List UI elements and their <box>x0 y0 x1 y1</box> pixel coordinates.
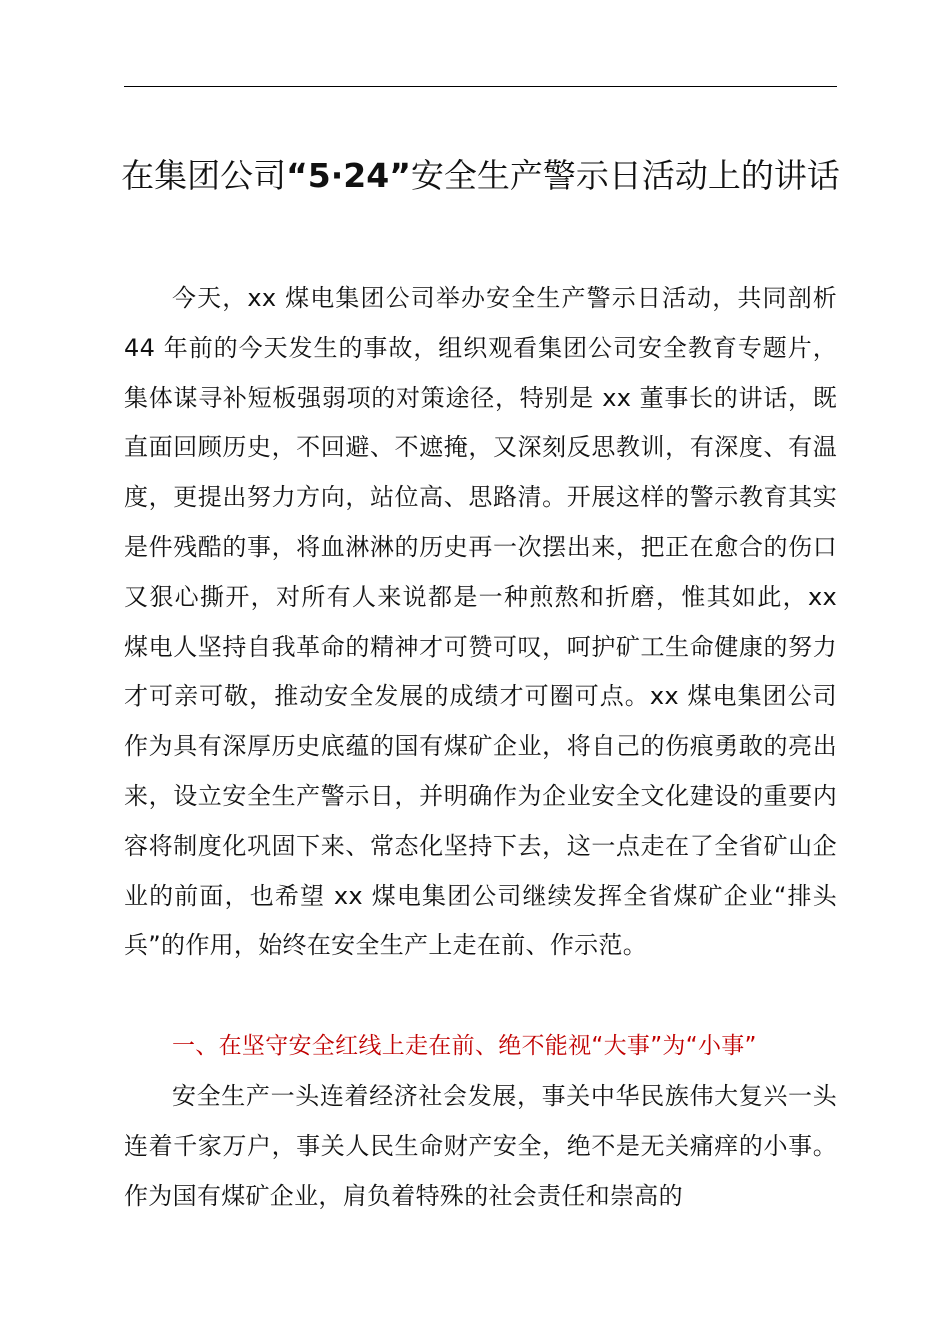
body-paragraph-1: 今天，xx 煤电集团公司举办安全生产警示日活动，共同剖析 44 年前的今天发生的事故，组织观看集团公司安全教育专题片，集体谋寻补短板强弱项的对策途径，特别是 xx 董事长的讲话，既直面回顾历史，不回避、不遮掩，又深刻反思教训，有深度、有温度，更提出努力方向，站位高、思路清。开展这样的警示教育其实是件残酷的事，将血淋淋的历史再一次摆出来，把正在愈合的伤口又狠心撕开，对所有人来说都是一种煎熬和折磨，惟其如此，xx 煤电人坚持自我革命的精神才可赞可叹，呵护矿工生命健康的努力才可亲可敬，推动安全发展的成绩才可圈可点。xx 煤电集团公司作为具有深厚历史底蕴的国有煤矿企业，将自己的伤痕勇敢的亮出来，设立安全生产警示日，并明确作为企业安全文化建设的重要内容将制度化巩固下来、常态化坚持下去，这一点走在了全省矿山企业的前面，也希望 xx 煤电集团公司继续发挥全省煤矿企业“排头兵”的作用，始终在安全生产上走在前、作示范。 <box>124 284 837 960</box>
title-prefix: 在集团公司 <box>121 156 287 195</box>
title-quote: “5·24” <box>286 156 411 195</box>
document-title <box>110 150 851 202</box>
section-heading-1: 一、在坚守安全红线上走在前、绝不能视“大事”为“小事” <box>172 1033 757 1059</box>
title-suffix: 安全生产警示日活动上的讲话 <box>410 156 840 195</box>
body-paragraph-2: 安全生产一头连着经济社会发展，事关中华民族伟大复兴一头连着千家万户，事关人民生命财产安全，绝不是无关痛痒的小事。作为国有煤矿企业，肩负着特殊的社会责任和崇高的 <box>124 1082 837 1210</box>
header-rule <box>124 86 837 87</box>
